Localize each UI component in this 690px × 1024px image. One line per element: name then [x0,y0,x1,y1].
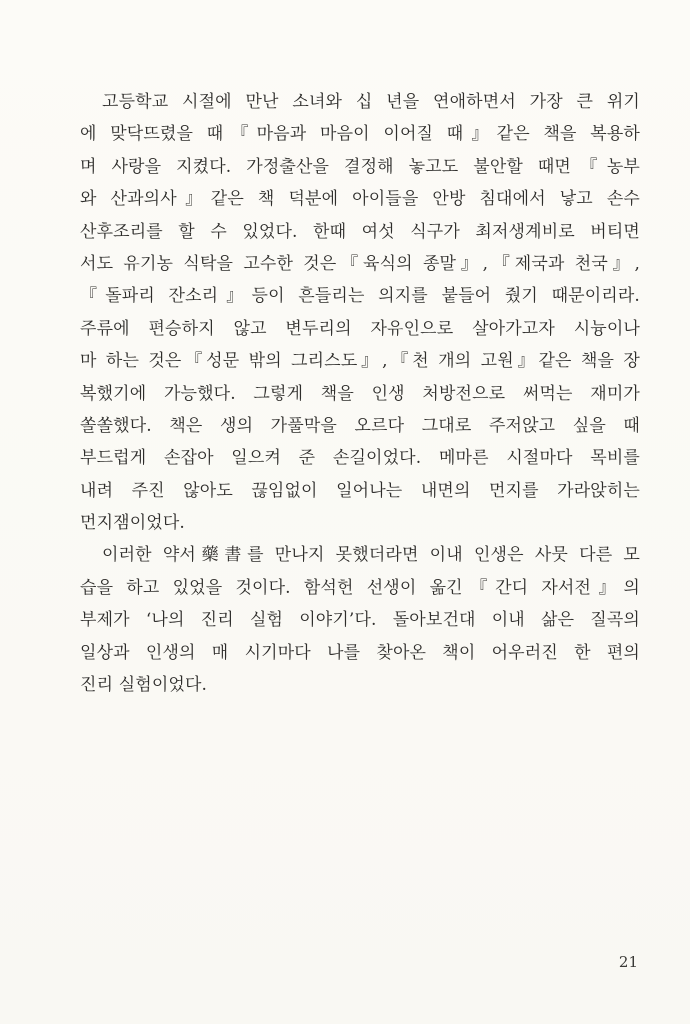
text-line: 『돌파리 잔소리』등이 흔들리는 의지를 붙들어 줬기 때문이리라. [80,286,640,307]
text-line: 와 산과의사』같은 책 덕분에 아이들을 안방 침대에서 낳고 손수 [80,189,640,210]
text-line: 쏠쏠했다. 책은 생의 가풀막을 오르다 그대로 주저앉고 싶을 때 [80,415,640,436]
text-line: 습을 하고 있었을 것이다. 함석헌 선생이 옮긴『간디 자서전』의 [80,577,640,598]
page-number: 21 [618,953,638,971]
text-line: 이러한 약서藥書를 만나지 못했더라면 이내 인생은 사뭇 다른 모 [102,545,640,566]
text-line: 부제가 ‘나의 진리 실험 이야기’다. 돌아보건대 이내 삶은 질곡의 [80,610,640,631]
text-line: 에 맞닥뜨렸을 때『마음과 마음이 이어질 때』같은 책을 복용하 [80,124,640,145]
body-text [80,86,640,701]
text-line: 고등학교 시절에 만난 소녀와 십 년을 연애하면서 가장 큰 위기 [102,92,640,112]
text-line: 일상과 인생의 매 시기마다 나를 찾아온 책이 어우러진 한 편의 [80,642,640,663]
text-line: 진리 실험이었다. [80,675,208,696]
text-line: 주류에 편승하지 않고 변두리의 자유인으로 살아가고자 시늉이나 [80,318,640,339]
text-line: 부드럽게 손잡아 일으켜 준 손길이었다. 메마른 시절마다 목비를 [80,448,640,469]
text-line: 마 하는 것은『성문 밖의 그리스도』,『천 개의 고원』같은 책을 장 [80,351,640,372]
text-line: 서도 유기농 식탁을 고수한 것은『육식의 종말』,『제국과 천국』, [80,253,640,274]
text-line: 산후조리를 할 수 있었다. 한때 여섯 식구가 최저생계비로 버티면 [80,221,640,242]
text-line: 복했기에 가능했다. 그렇게 책을 인생 처방전으로 써먹는 재미가 [80,383,640,404]
text-line: 먼지잼이었다. [80,513,185,534]
text-line: 내려 주진 않아도 끊임없이 일어나는 내면의 먼지를 가라앉히는 [80,480,640,501]
text-line: 며 사랑을 지켰다. 가정출산을 결정해 놓고도 불안할 때면『농부 [80,156,640,177]
